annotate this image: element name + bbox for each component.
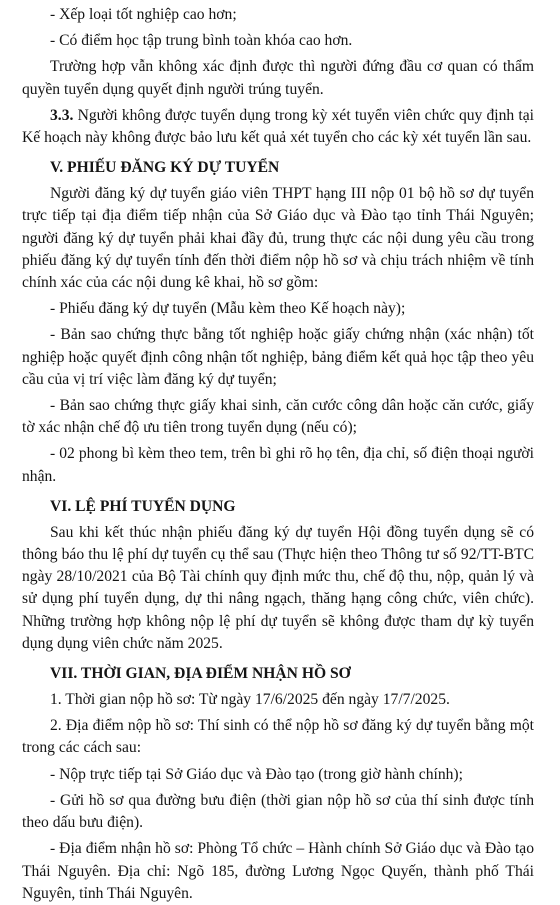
section-v-item: - Bản sao chứng thực bằng tốt nghiệp hoặc giấy chứng nhận (xác nhận) tốt nghiệp hoặc quyết định công nhận tốt nghiệp, bảng điểm kết quả học tập theo yêu cầu của vị trí việc làm đăng ký dự tuyển; bbox=[22, 326, 534, 388]
section-vii-heading: VII. THỜI GIAN, ĐỊA ĐIỂM NHẬN HỒ SƠ bbox=[50, 665, 351, 683]
section-vii-item: 1. Thời gian nộp hồ sơ: Từ ngày 17/6/2025 đến ngày 17/7/2025. bbox=[50, 691, 450, 709]
section-3-3-paragraph bbox=[22, 105, 534, 149]
section-v-item: - Phiếu đăng ký dự tuyển (Mẫu kèm theo Kế hoạch này); bbox=[50, 300, 406, 318]
criterion-average-score: - Có điểm học tập trung bình toàn khóa cao hơn. bbox=[50, 32, 353, 50]
section-vii-item: - Địa điểm nhận hồ sơ: Phòng Tổ chức – Hành chính Sở Giáo dục và Đào tạo Thái Nguyên. Địa chỉ: Ngõ 185, đường Lương Ngọc Quyến, thành phố Thái Nguyên, tỉnh Thái Nguyên. bbox=[22, 840, 534, 902]
section-v-item: - Bản sao chứng thực giấy khai sinh, căn cước công dân hoặc căn cước, giấy tờ xác nhận chế độ ưu tiên trong tuyển dụng (nếu có); bbox=[22, 397, 534, 437]
criterion-graduation-rank: - Xếp loại tốt nghiệp cao hơn; bbox=[50, 6, 237, 23]
section-vi-heading: VI. LỆ PHÍ TUYỂN DỤNG bbox=[50, 497, 236, 515]
section-vii-item: - Nộp trực tiếp tại Sở Giáo dục và Đào tạo (trong giờ hành chính); bbox=[50, 765, 463, 783]
section-v-item: - 02 phong bì kèm theo tem, trên bì ghi rõ họ tên, địa chỉ, số điện thoại người nhận. bbox=[22, 445, 534, 485]
section-3-3-text: Người không được tuyển dụng trong kỳ xét tuyển viên chức quy định tại Kế hoạch này không được bảo lưu kết quả xét tuyển cho các kỳ xét tuyển lần sau. bbox=[22, 106, 534, 147]
section-vii-item: 2. Địa điểm nộp hồ sơ: Thí sinh có thể nộp hồ sơ đăng ký dự tuyển bằng một trong các cách sau: bbox=[22, 717, 534, 757]
tie-break-paragraph: Trường hợp vẫn không xác định được thì người đứng đầu cơ quan có thẩm quyền tuyển dụng quyết định người trúng tuyển. bbox=[22, 58, 534, 98]
section-v-intro: Người đăng ký dự tuyển giáo viên THPT hạng III nộp 01 bộ hồ sơ dự tuyển trực tiếp tại địa điểm tiếp nhận của Sở Giáo dục và Đào tạo tỉnh Thái Nguyên; người đăng ký dự tuyển phải khai đầy đủ, trung thực các nội dung yêu cầu trong phiếu đăng ký dự tuyển tính đến thời điểm nộp hồ sơ và chịu trách nhiệm về tính chính xác của các nội dung kê khai, hồ sơ gồm: bbox=[22, 185, 534, 292]
section-vi-text: Sau khi kết thúc nhận phiếu đăng ký dự tuyển Hội đồng tuyển dụng sẽ có thông báo thu lệ phí dự tuyển cụ thể sau (Thực hiện theo Thông tư số 92/TT-BTC ngày 28/10/2021 của Bộ Tài chính quy định mức thu, chế độ thu, nộp, quản lý và sử dụng phí tuyển dụng, dự thi nâng ngạch, thăng hạng công chức, viên chức). Những trường hợp không nộp lệ phí dự tuyển sẽ không được tham dự kỳ tuyển dụng dụng viên chức năm 2025. bbox=[22, 523, 534, 652]
section-vii-item: - Gửi hồ sơ qua đường bưu điện (thời gian nộp hồ sơ của thí sinh được tính theo dấu bưu điện). bbox=[22, 791, 534, 832]
section-3-3-number: 3.3. bbox=[50, 106, 74, 124]
section-v-heading: V. PHIẾU ĐĂNG KÝ DỰ TUYỂN bbox=[50, 159, 280, 177]
